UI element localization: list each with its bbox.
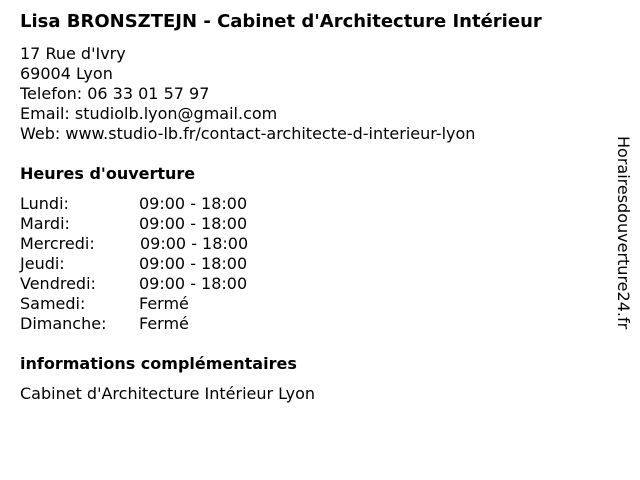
hours-day: Mardi:: [20, 214, 70, 233]
hours-time: 09:00 - 18:00: [139, 254, 248, 273]
address-city: 69004 Lyon: [20, 64, 113, 83]
hours-day: Jeudi:: [20, 254, 65, 273]
hours-day: Dimanche:: [20, 314, 107, 333]
opening-hours-heading: Heures d'ouverture: [20, 164, 196, 183]
hours-time: Fermé: [139, 314, 189, 333]
email-address: Email: studiolb.lyon@gmail.com: [20, 104, 278, 123]
hours-day: Samedi:: [20, 294, 86, 313]
site-watermark: Horairesdouverture24.fr: [614, 136, 633, 330]
address-street: 17 Rue d'Ivry: [20, 44, 126, 63]
hours-day: Lundi:: [20, 194, 69, 213]
hours-day: Vendredi:: [20, 274, 96, 293]
hours-time: Fermé: [139, 294, 189, 313]
additional-info-text: Cabinet d'Architecture Intérieur Lyon: [20, 384, 316, 403]
website-url: Web: www.studio-lb.fr/contact-architecte-d-interieur-lyon: [20, 124, 476, 143]
business-title: Lisa BRONSZTEJN - Cabinet d'Architecture Intérieur: [20, 11, 542, 32]
hours-time: 09:00 - 18:00: [139, 274, 248, 293]
hours-time: 09:00 - 18:00: [140, 234, 249, 253]
additional-info-heading: informations complémentaires: [20, 354, 297, 373]
hours-time: 09:00 - 18:00: [139, 194, 248, 213]
contact-block: [20, 44, 475, 144]
hours-day: Mercredi:: [20, 234, 95, 253]
hours-time: 09:00 - 18:00: [139, 214, 248, 233]
phone-number: Telefon: 06 33 01 57 97: [20, 84, 210, 103]
